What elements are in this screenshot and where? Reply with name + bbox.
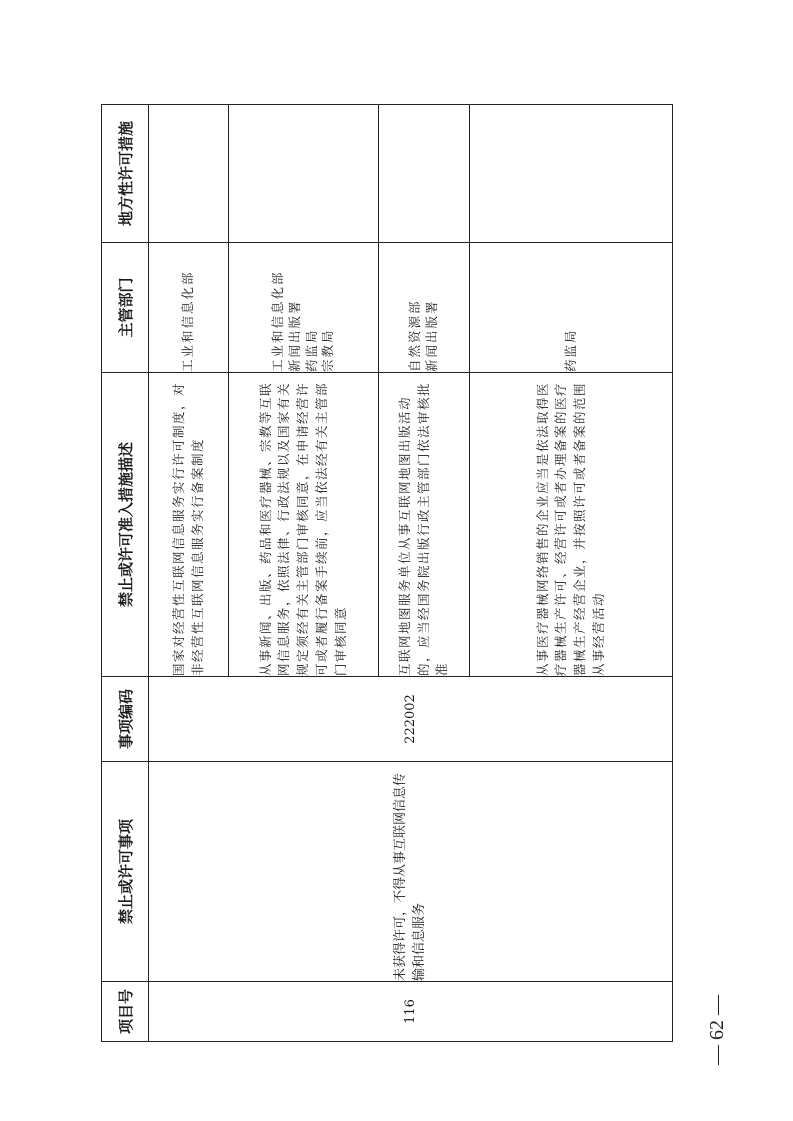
department-name: 药监局 bbox=[303, 328, 319, 372]
department-name: 新闻出版署 bbox=[286, 299, 302, 372]
page-number-text: — 62 — bbox=[706, 995, 728, 1065]
department-cell bbox=[470, 243, 673, 373]
department-name: 自然资源部 bbox=[407, 299, 423, 372]
local-measure-cell bbox=[470, 105, 673, 243]
local-measure-cell bbox=[229, 105, 379, 243]
item-cell: 未获得许可，不得从事互联网信息传输和信息服务 bbox=[149, 762, 673, 982]
header-project-no: 项目号 bbox=[102, 982, 149, 1042]
table-header-row bbox=[102, 105, 149, 1042]
table-row bbox=[149, 105, 229, 1042]
header-department: 主管部门 bbox=[102, 243, 149, 373]
description-cell: 从事新闻、出版、药品和医疗器械、宗教等互联网信息服务，依照法律、行政法规以及国家有关规定须经有关主管部门审核同意，在申请经营许可或者履行备案手续前，应当依法经有关主管部门审核同意 bbox=[229, 373, 379, 677]
department-name: 工业和信息化部 bbox=[269, 270, 285, 372]
description-cell: 从事医疗器械网络销售的企业应当是依法取得医疗器械生产许可、经营许可或者办理备案的医疗器械生产经营企业，并按照许可或者备案的范围从事经营活动 bbox=[470, 373, 673, 677]
department-name: 新闻出版署 bbox=[424, 299, 439, 372]
department-cell bbox=[229, 243, 379, 373]
rotated-table-container bbox=[101, 105, 671, 1042]
code-cell: 222002 bbox=[149, 677, 673, 762]
description-cell: 互联网地图服务单位从事互联网地图出版活动的，应当经国务院出版行政主管部门依法审核批准 bbox=[379, 373, 470, 677]
description-cell: 国家对经营性互联网信息服务实行许可制度，对非经营性互联网信息服务实行备案制度 bbox=[149, 373, 229, 677]
department-name: 工业和信息化部 bbox=[180, 270, 196, 372]
market-access-table bbox=[101, 104, 673, 1042]
department-cell bbox=[149, 243, 229, 373]
page-number bbox=[698, 990, 738, 1070]
header-item: 禁止或许可事项 bbox=[102, 762, 149, 982]
department-cell bbox=[379, 243, 470, 373]
local-measure-cell bbox=[379, 105, 470, 243]
department-name: 宗教局 bbox=[320, 328, 336, 372]
header-local-measures: 地方性许可措施 bbox=[102, 105, 149, 243]
header-code: 事项编码 bbox=[102, 677, 149, 762]
project-no-cell: 116 bbox=[149, 982, 673, 1042]
header-description: 禁止或许可准入措施描述 bbox=[102, 373, 149, 677]
local-measure-cell bbox=[149, 105, 229, 243]
department-name: 药监局 bbox=[562, 328, 578, 372]
